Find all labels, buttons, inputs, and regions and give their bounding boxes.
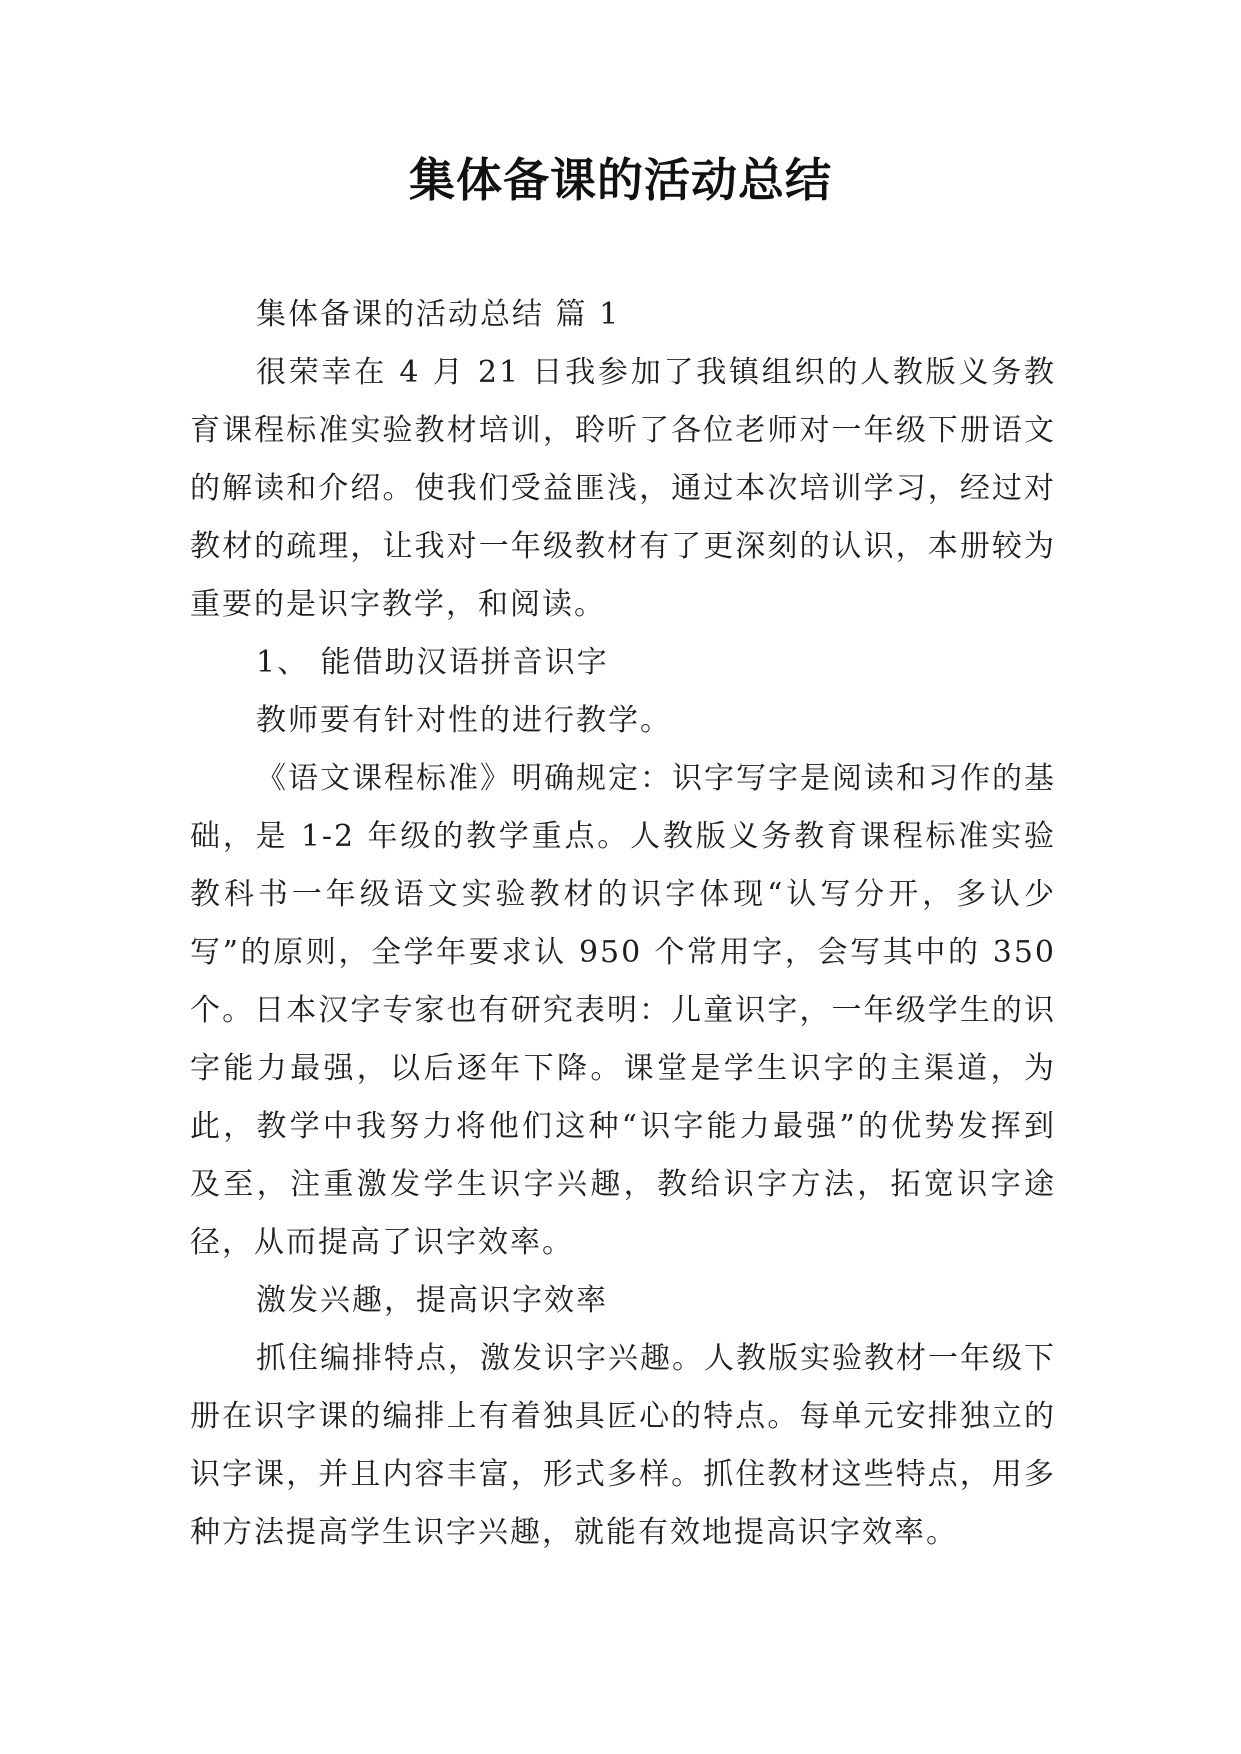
section-heading: 集体备课的活动总结 篇 1 [256, 297, 621, 332]
document-title: 集体备课的活动总结 [409, 153, 832, 207]
document-body [190, 286, 1056, 1562]
list-heading: 1、 能借助汉语拼音识字 [256, 645, 609, 680]
subheading: 激发兴趣，提高识字效率 [256, 1283, 608, 1318]
paragraph: 《语文课程标准》明确规定：识字写字是阅读和习作的基础，是 1-2 年级的教学重点。人教版义务教育课程标准实验教科书一年级语文实验教材的识字体现“认写分开，多认少写”的原则，全学年要求认 950 个常用字，会写其中的 350 个。日本汉字专家也有研究表明：儿童识字，一年级学生的识字能力最强，以后逐年下降。课堂是学生识字的主渠道，为此，教学中我努力将他们这种“识字能力最强”的优势发挥到及至，注重激发学生识字兴趣，教给识字方法，拓宽识字途径，从而提高了识字效率。 [190, 761, 1056, 1260]
paragraph: 很荣幸在 4 月 21 日我参加了我镇组织的人教版义务教育课程标准实验教材培训，聆听了各位老师对一年级下册语文的解读和介绍。使我们受益匪浅，通过本次培训学习，经过对教材的疏理，让我对一年级教材有了更深刻的认识，本册较为重要的是识字教学，和阅读。 [190, 355, 1056, 622]
paragraph: 抓住编排特点，激发识字兴趣。人教版实验教材一年级下册在识字课的编排上有着独具匠心的特点。每单元安排独立的识字课，并且内容丰富，形式多样。抓住教材这些特点，用多种方法提高学生识字兴趣，就能有效地提高识字效率。 [190, 1341, 1056, 1550]
paragraph: 教师要有针对性的进行教学。 [256, 703, 672, 738]
